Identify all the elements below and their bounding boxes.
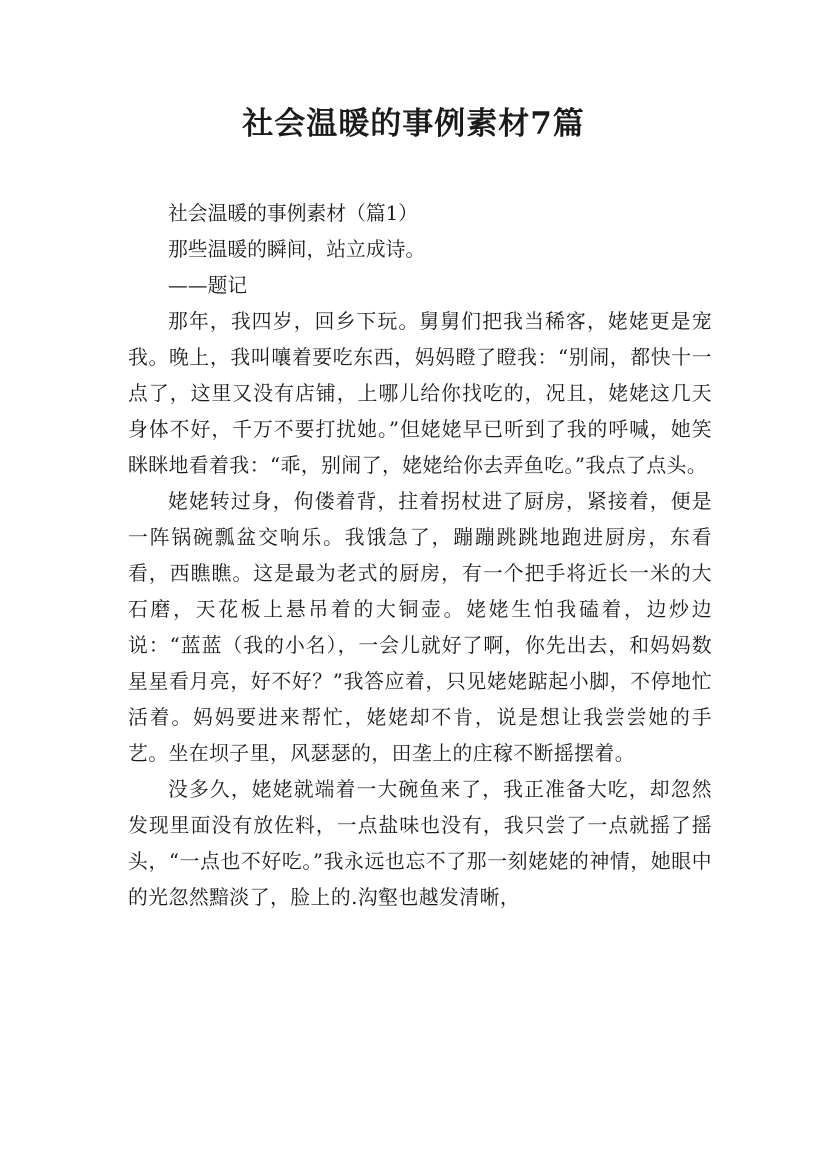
paragraph-2: 姥姥转过身，佝偻着背，拄着拐杖进了厨房，紧接着，便是一阵锅碗瓢盆交响乐。我饿急了，蹦蹦跳跳地跑进厨房，东看看，西瞧瞧。这是最为老式的厨房，有一个把手将近长一米的大石磨，天花板上悬吊着的大铜壶。姥姥生怕我磕着，边炒边说：“蓝蓝（我的小名），一会儿就好了啊，你先出去，和妈妈数星星看月亮，好不好？”我答应着，只见姥姥踮起小脚，不停地忙活着。妈妈要进来帮忙，姥姥却不肯，说是想让我尝尝她的手艺。坐在坝子里，风瑟瑟的，田垄上的庄稼不断摇摆着。	[128, 490, 712, 765]
paragraph-1: 那年，我四岁，回乡下玩。舅舅们把我当稀客，姥姥更是宠我。晚上，我叫嚷着要吃东西，妈妈瞪了瞪我：“别闹，都快十一点了，这里又没有店铺，上哪儿给你找吃的，况且，姥姥这几天身体不好，千万不要打扰她。”但姥姥早已听到了我的呼喊，她笑眯眯地看着我：“乖，别闹了，姥姥给你去弄鱼吃。”我点了点头。	[128, 310, 712, 477]
document-title: 社会温暖的事例素材7篇	[242, 106, 585, 142]
epigraph: 那些温暖的瞬间，站立成诗。	[168, 238, 426, 261]
section-heading: 社会温暖的事例素材（篇1）	[168, 202, 418, 225]
paragraph-3: 没多久，姥姥就端着一大碗鱼来了，我正准备大吃，却忽然发现里面没有放佐料，一点盐味也没有，我只尝了一点就摇了摇头，“一点也不好吃。”我永远也忘不了那一刻姥姥的神情，她眼中的光忽然黯淡了，脸上的.沟壑也越发清晰，	[128, 778, 712, 909]
epigraph-attribution: ——题记	[168, 274, 248, 297]
document-body	[128, 196, 712, 916]
